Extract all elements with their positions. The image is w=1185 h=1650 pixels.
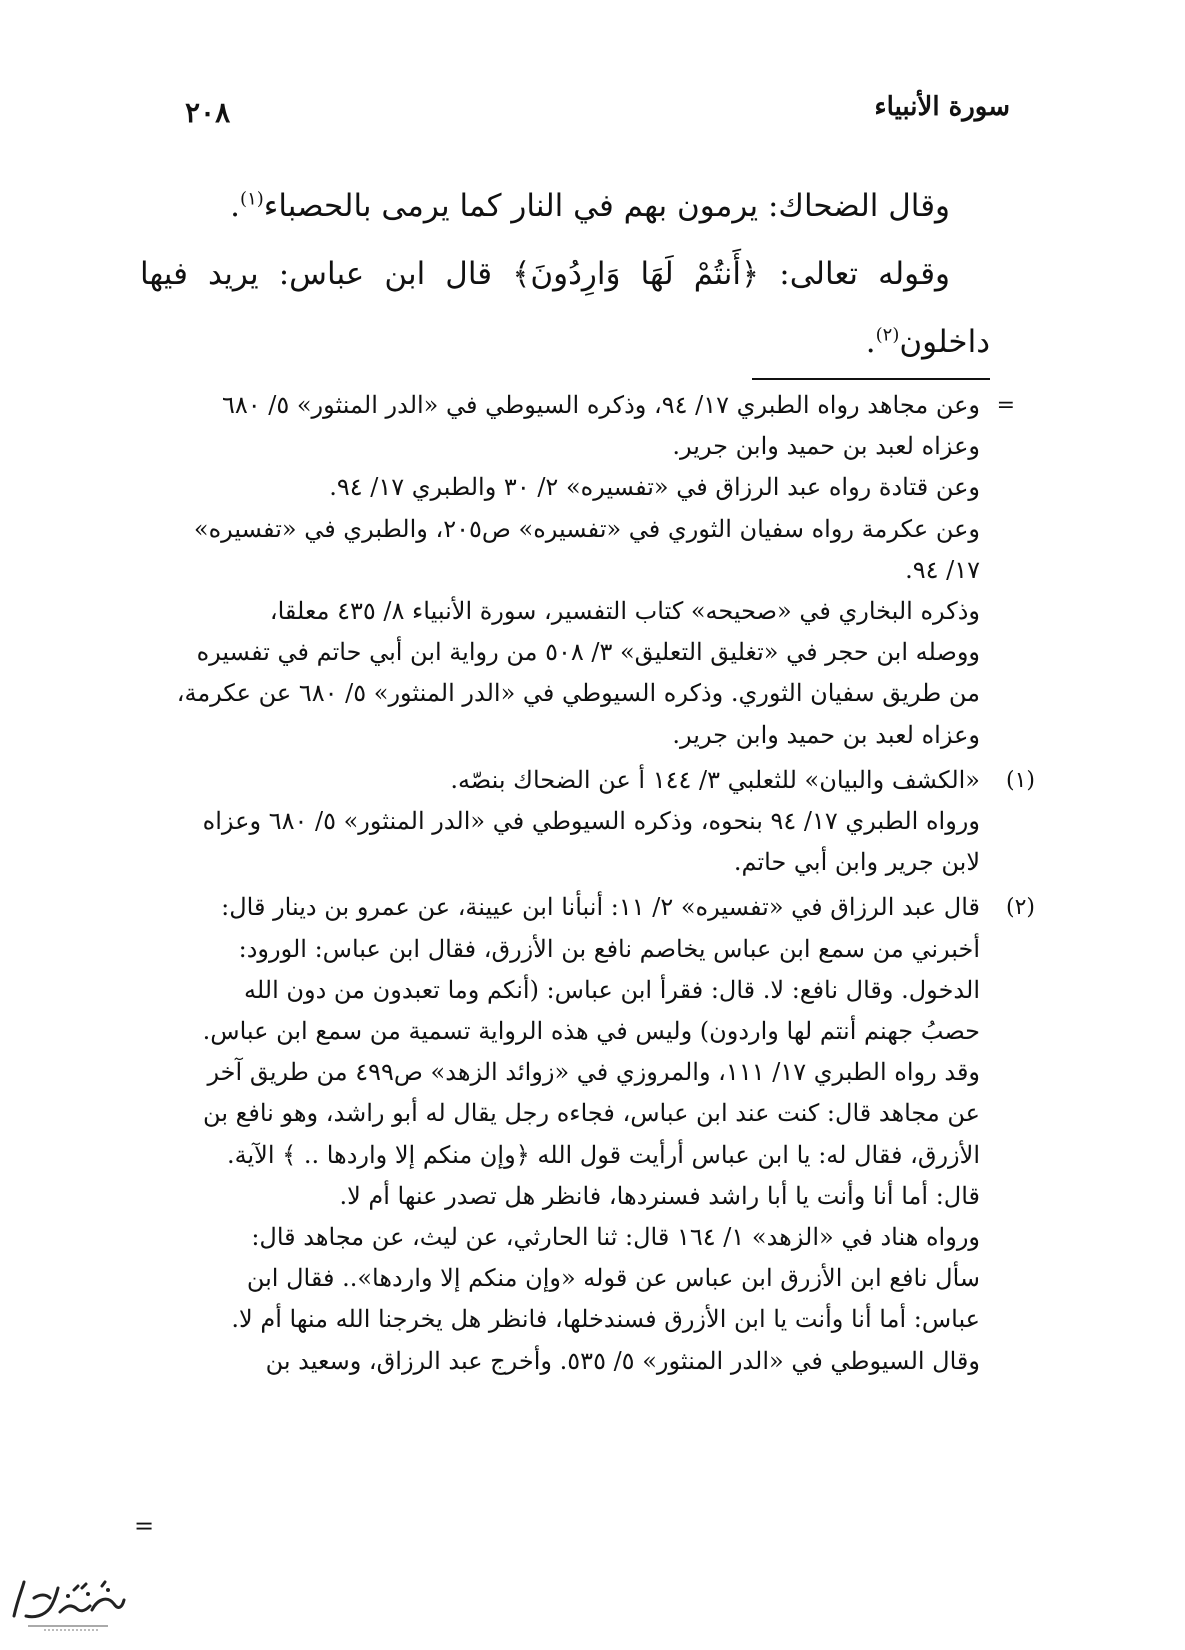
footnote-line: الأزرق، فقال له: يا ابن عباس أرأيت قول الله ﴿وإن منكم إلا واردها .. ﴾ الآية. <box>227 1140 980 1169</box>
main-text <box>140 172 990 376</box>
footnote-ref-2: (٢) <box>875 324 900 346</box>
logo-calligraphy-icon <box>4 1568 130 1636</box>
footnote-line: ووصله ابن حجر في «تغليق التعليق» ٣/ ٥٠٨ من رواية ابن أبي حاتم في تفسيره <box>196 638 980 667</box>
footnote-line: من طريق سفيان الثوري. وذكره السيوطي في «الدر المنثور» ٥/ ٦٨٠ عن عكرمة، <box>176 679 980 708</box>
footnote-line: وقد رواه الطبري ١٧/ ١١١، والمروزي في «زوائد الزهد» ص٤٩٩ من طريق آخر <box>207 1058 980 1087</box>
footnote-line: وعن قتادة رواه عبد الرزاق في «تفسيره» ٢/ ٣٠ والطبري ١٧/ ٩٤. <box>329 473 980 502</box>
footnote-continued <box>132 385 1015 756</box>
footnote-2-mark: (٢) <box>1005 895 1035 921</box>
page-number: ٢٠٨ <box>185 96 231 129</box>
footnote-continued-mark: = <box>996 393 1015 418</box>
footnote-line: وعزاه لعبد بن حميد وابن جرير. <box>672 432 980 461</box>
footnote-line: سأل نافع ابن الأزرق ابن عباس عن قوله «وإن منكم إلا واردها».. فقال ابن <box>246 1264 980 1293</box>
footnote-line: قال عبد الرزاق في «تفسيره» ٢/ ١١: أنبأنا ابن عيينة، عن عمرو بن دينار قال: <box>221 893 980 922</box>
main-paragraph-1 <box>140 172 990 240</box>
footnote-line: الدخول. وقال نافع: لا. قال: فقرأ ابن عباس: (أنكم وما تعبدون من دون الله <box>243 975 980 1004</box>
footnote-1-mark: (١) <box>1005 767 1035 793</box>
main-paragraph-2 <box>140 240 990 376</box>
footnote-line: وقال السيوطي في «الدر المنثور» ٥/ ٥٣٥. وأخرج عبد الرزاق، وسعيد بن <box>265 1346 980 1375</box>
footnote-line: أخبرني من سمع ابن عباس يخاصم نافع بن الأزرق، فقال ابن عباس: الورود: <box>238 934 980 963</box>
quran-ayah: ﴿أَنتُمْ لَهَا وَارِدُونَ﴾ <box>512 256 760 292</box>
footnote-line: وعن عكرمة رواه سفيان الثوري في «تفسيره» ص٢٠٥، والطبري في «تفسيره» <box>193 514 980 543</box>
footnote-line: ورواه الطبري ١٧/ ٩٤ بنحوه، وذكره السيوطي في «الدر المنثور» ٥/ ٦٨٠ وعزاه <box>202 807 980 836</box>
footnote-continues-mark: = <box>134 1512 155 1540</box>
main-paragraph-1-end: . <box>230 188 241 224</box>
footnote-line: وذكره البخاري في «صحيحه» كتاب التفسير، سورة الأنبياء ٨/ ٤٣٥ معلقا، <box>269 597 980 626</box>
main-paragraph-2-end: . <box>865 324 876 360</box>
footnote-line: عن مجاهد قال: كنت عند ابن عباس، فجاءه رجل يقال له أبو راشد، وهو نافع بن <box>203 1099 980 1128</box>
footnote-line: لابن جرير وابن أبي حاتم. <box>733 848 980 877</box>
footnote-line: وعزاه لعبد بن حميد وابن جرير. <box>672 720 980 749</box>
footnote-line: ١٧/ ٩٤. <box>905 555 980 584</box>
main-paragraph-2-text: قال ابن عباس: يريد فيها داخلون <box>140 256 990 360</box>
footnote-line: وعن مجاهد رواه الطبري ١٧/ ٩٤، وذكره السيوطي في «الدر المنثور» ٥/ ٦٨٠ <box>221 391 980 419</box>
footnote-line: «الكشف والبيان» للثعلبي ٣/ ١٤٤ أ عن الضحاك بنصّه. <box>450 765 980 794</box>
footnote-ref-1: (١) <box>240 188 264 210</box>
footnote-line: حصبُ جهنم أنتم لها واردون) وليس في هذه الرواية تسمية من سمع ابن عباس. <box>202 1017 980 1046</box>
footnotes <box>132 385 1035 1382</box>
surah-title: سورة الأنبياء <box>874 92 1010 122</box>
main-paragraph-2-lead: وقوله تعالى: <box>759 256 950 292</box>
footnote-1 <box>132 760 1035 884</box>
footnote-line: قال: أما أنا وأنت يا أبا راشد فسنردها، فانظر هل تصدر عنها أم لا. <box>339 1181 980 1210</box>
footnote-2 <box>132 887 1035 1381</box>
footnote-line: ورواه هناد في «الزهد» ١/ ١٦٤ قال: ثنا الحارثي، عن ليث، عن مجاهد قال: <box>251 1223 980 1252</box>
footnote-line: عباس: أما أنا وأنت يا ابن الأزرق فسندخلها، فانظر هل يخرجنا الله منها أم لا. <box>231 1305 980 1334</box>
running-header <box>185 92 1010 142</box>
main-paragraph-1-text: وقال الضحاك: يرمون بهم في النار كما يرمى بالحصباء <box>263 188 950 224</box>
footnote-separator <box>752 378 990 380</box>
almoshaf-logo-icon <box>4 1568 130 1636</box>
